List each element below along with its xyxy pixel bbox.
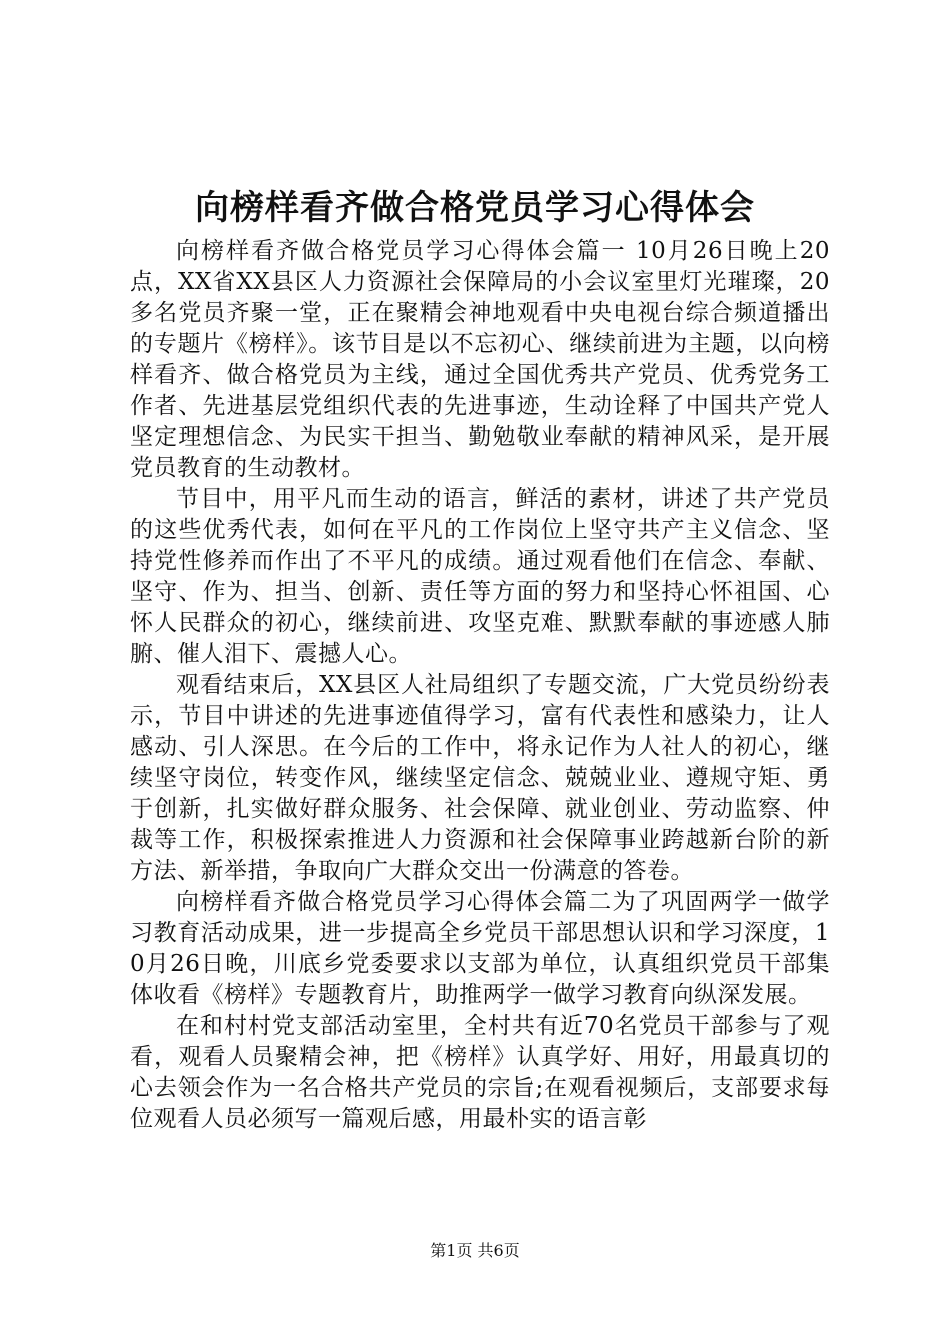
paragraph-5: 在和村村党支部活动室里，全村共有近70名党员干部参与了观看，观看人员聚精会神，把《榜样》认真学好、用好，用最真切的心去领会作为一名合格共产党员的宗旨;在观看视频后，支部要求每位观看人员必须写一篇观后感，用最朴实的语言彰 [130,1013,830,1132]
paragraph-3: 观看结束后，XX县区人社局组织了专题交流，广大党员纷纷表示，节目中讲述的先进事迹值得学习，富有代表性和感染力，让人感动、引人深思。在今后的工作中，将永记作为人社人的初心，继续坚守岗位，转变作风，继续坚定信念、兢兢业业、遵规守矩、勇于创新，扎实做好群众服务、社会保障、就业创业、劳动监察、仲裁等工作，积极探索推进人力资源和社会保障事业跨越新台阶的新方法、新举措，争取向广大群众交出一份满意的答卷。 [130,672,830,884]
page-number-footer: 第1页 共6页 [430,1241,520,1260]
paragraph-2: 节目中，用平凡而生动的语言，鲜活的素材，讲述了共产党员的这些优秀代表，如何在平凡的工作岗位上坚守共产主义信念、坚持党性修养而作出了不平凡的成绩。通过观看他们在信念、奉献、坚守、作为、担当、创新、责任等方面的努力和坚持心怀祖国、心怀人民群众的初心，继续前进、攻坚克难、默默奉献的事迹感人肺腑、催人泪下、震撼人心。 [130,486,830,667]
document-title: 向榜样看齐做合格党员学习心得体会 [195,188,755,228]
document-body [130,236,830,1135]
paragraph-1: 向榜样看齐做合格党员学习心得体会篇一 10月26日晚上20点，XX省XX县区人力资源社会保障局的小会议室里灯光璀璨，20多名党员齐聚一堂，正在聚精会神地观看中央电视台综合频道播出的专题片《榜样》。该节目是以不忘初心、继续前进为主题，以向榜样看齐、做合格党员为主线，通过全国优秀共产党员、优秀党务工作者、先进基层党组织代表的先进事迹，生动诠释了中国共产党人坚定理想信念、为民实干担当、勤勉敬业奉献的精神风采，是开展党员教育的生动教材。 [130,238,830,481]
paragraph-4: 向榜样看齐做合格党员学习心得体会篇二为了巩固两学一做学习教育活动成果，进一步提高全乡党员干部思想认识和学习深度，10月26日晚，川底乡党委要求以支部为单位，认真组织党员干部集体收看《榜样》专题教育片，助推两学一做学习教育向纵深发展。 [130,889,830,1008]
